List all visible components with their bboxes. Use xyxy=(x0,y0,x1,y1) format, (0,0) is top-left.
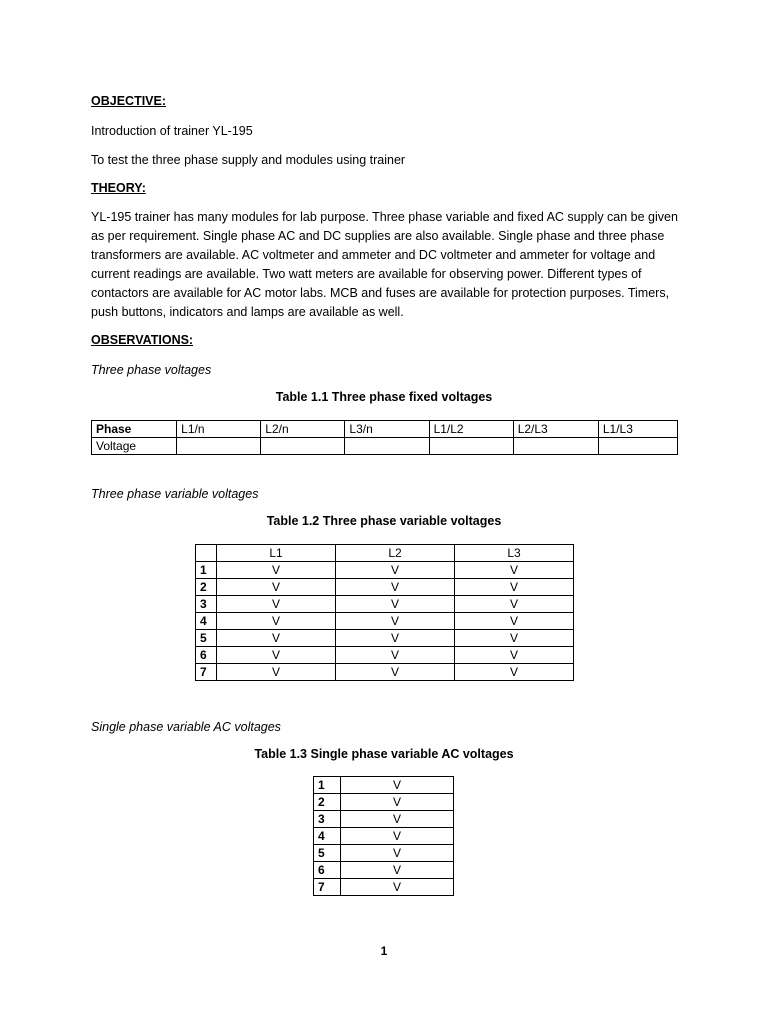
table-cell: V xyxy=(217,630,336,647)
table-cell-empty xyxy=(598,438,677,455)
table-cell: V xyxy=(336,579,455,596)
table-three-phase-variable xyxy=(195,544,574,681)
table-header-cell: L1/n xyxy=(177,421,261,438)
row-number: 1 xyxy=(196,562,217,579)
theory-heading: THEORY: xyxy=(91,181,146,195)
table-row xyxy=(196,647,574,664)
table-cell: V xyxy=(341,777,454,794)
table-cell: V xyxy=(217,579,336,596)
table-three-phase-fixed xyxy=(91,420,678,455)
table-row xyxy=(314,794,454,811)
table-row xyxy=(314,777,454,794)
table-row xyxy=(314,862,454,879)
table-cell: V xyxy=(341,811,454,828)
table-cell: V xyxy=(455,630,574,647)
row-number: 7 xyxy=(314,879,341,896)
table-cell: V xyxy=(455,613,574,630)
table-row-label: Voltage xyxy=(92,438,177,455)
row-number: 4 xyxy=(314,828,341,845)
table-cell-empty xyxy=(177,438,261,455)
section-single-phase-ac: Single phase variable AC voltages xyxy=(91,720,281,734)
table-cell: V xyxy=(217,562,336,579)
table-row xyxy=(314,811,454,828)
table-cell: V xyxy=(455,579,574,596)
row-number: 6 xyxy=(314,862,341,879)
table-cell: V xyxy=(341,794,454,811)
row-number: 2 xyxy=(314,794,341,811)
table-cell: V xyxy=(455,664,574,681)
table-cell: V xyxy=(455,562,574,579)
table-2-caption: Table 1.2 Three phase variable voltages xyxy=(266,514,502,528)
table-cell: V xyxy=(336,562,455,579)
table-cell: V xyxy=(217,596,336,613)
table-row xyxy=(314,845,454,862)
row-number: 7 xyxy=(196,664,217,681)
row-number: 5 xyxy=(314,845,341,862)
table-header-cell: L2/L3 xyxy=(513,421,598,438)
row-number: 1 xyxy=(314,777,341,794)
table-header-cell: L2 xyxy=(336,545,455,562)
table-cell: V xyxy=(341,845,454,862)
row-number: 2 xyxy=(196,579,217,596)
table-row xyxy=(196,562,574,579)
table-row xyxy=(196,579,574,596)
table-cell: V xyxy=(217,613,336,630)
row-number: 6 xyxy=(196,647,217,664)
table-cell: V xyxy=(336,647,455,664)
row-number: 3 xyxy=(196,596,217,613)
table-cell: V xyxy=(455,596,574,613)
table-header-cell: L1/L3 xyxy=(598,421,677,438)
table-row xyxy=(196,630,574,647)
table-3-caption: Table 1.3 Single phase variable AC voltages xyxy=(254,747,514,761)
table-cell: V xyxy=(336,596,455,613)
table-row xyxy=(196,596,574,613)
section-three-phase-voltages: Three phase voltages xyxy=(91,363,212,377)
table-single-phase-ac xyxy=(313,776,454,896)
table-cell: V xyxy=(341,879,454,896)
objective-line-1: Introduction of trainer YL-195 xyxy=(91,124,253,138)
table-1-caption: Table 1.1 Three phase fixed voltages xyxy=(275,390,493,404)
table-cell: V xyxy=(341,862,454,879)
table-header-cell xyxy=(196,545,217,562)
theory-paragraph: YL-195 trainer has many modules for lab purpose. Three phase variable and fixed AC supply can be given as per requirement. Single phase AC and DC supplies are also available. Single phase and three phase transformers are available. AC voltmeter and ammeter and DC voltmeter and ammeter for voltage and current readings are available. Two watt meters are available for observing power. Different types of contactors are available for AC motor labs. MCB and fuses are available for protection purposes. Timers, push buttons, indicators and lamps are available as well. xyxy=(91,210,678,319)
table-row xyxy=(92,438,678,455)
table-header-cell: L1 xyxy=(217,545,336,562)
table-row xyxy=(196,664,574,681)
table-cell: V xyxy=(455,647,574,664)
table-cell: V xyxy=(336,664,455,681)
table-header-cell: L3 xyxy=(455,545,574,562)
table-cell: V xyxy=(217,664,336,681)
row-number: 3 xyxy=(314,811,341,828)
row-number: 5 xyxy=(196,630,217,647)
table-header-row xyxy=(196,545,574,562)
table-cell-empty xyxy=(261,438,345,455)
table-header-cell: L3/n xyxy=(345,421,429,438)
table-header-cell: Phase xyxy=(92,421,177,438)
table-header-cell: L1/L2 xyxy=(429,421,513,438)
table-cell: V xyxy=(336,613,455,630)
table-cell-empty xyxy=(513,438,598,455)
table-cell: V xyxy=(217,647,336,664)
row-number: 4 xyxy=(196,613,217,630)
table-row xyxy=(196,613,574,630)
table-row xyxy=(314,828,454,845)
section-three-phase-variable: Three phase variable voltages xyxy=(91,487,259,501)
page-number: 1 xyxy=(380,944,388,958)
table-cell-empty xyxy=(429,438,513,455)
table-cell: V xyxy=(341,828,454,845)
table-cell: V xyxy=(336,630,455,647)
objective-line-2: To test the three phase supply and modules using trainer xyxy=(91,153,406,167)
observations-heading: OBSERVATIONS: xyxy=(91,333,194,347)
table-header-cell: L2/n xyxy=(261,421,345,438)
table-header-row xyxy=(92,421,678,438)
table-row xyxy=(314,879,454,896)
table-cell-empty xyxy=(345,438,429,455)
objective-heading: OBJECTIVE: xyxy=(91,94,167,108)
